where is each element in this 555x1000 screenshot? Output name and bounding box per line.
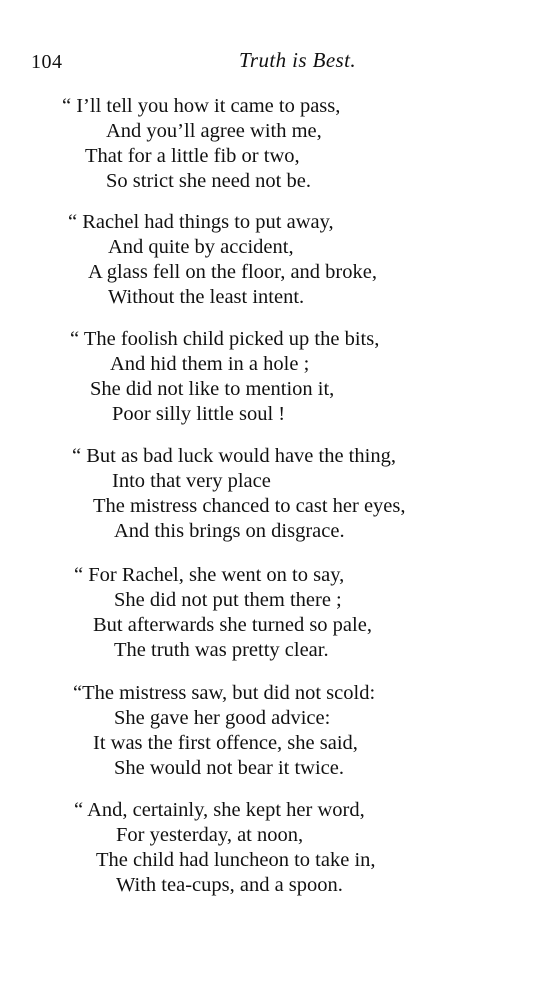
poem-line: A glass fell on the floor, and broke, bbox=[88, 261, 377, 283]
poem-line: The child had luncheon to take in, bbox=[96, 849, 376, 871]
poem-line: “The mistress saw, but did not scold: bbox=[73, 682, 376, 704]
poem-line: She did not put them there ; bbox=[114, 589, 342, 611]
poem-line: “ For Rachel, she went on to say, bbox=[74, 564, 345, 586]
poem-line: She gave her good advice: bbox=[114, 707, 331, 729]
poem-line: With tea-cups, and a spoon. bbox=[116, 874, 343, 896]
poem-line: “ The foolish child picked up the bits, bbox=[70, 328, 380, 350]
poem-line: For yesterday, at noon, bbox=[116, 824, 304, 846]
poem-line: And hid them in a hole ; bbox=[110, 353, 310, 375]
poem-line: “ And, certainly, she kept her word, bbox=[74, 799, 365, 821]
poem-line: Into that very place bbox=[112, 470, 271, 492]
poem-line: She would not bear it twice. bbox=[114, 757, 345, 779]
poem-line: It was the first offence, she said, bbox=[93, 732, 358, 754]
poem-line: But afterwards she turned so pale, bbox=[93, 614, 372, 636]
poem-line: That for a little fib or two, bbox=[85, 145, 300, 167]
poem-line: The mistress chanced to cast her eyes, bbox=[93, 495, 406, 517]
poem-line: She did not like to mention it, bbox=[90, 378, 335, 400]
poem-line: And quite by accident, bbox=[108, 236, 294, 258]
poem-line: “ I’ll tell you how it came to pass, bbox=[62, 95, 341, 117]
poem-line: The truth was pretty clear. bbox=[114, 639, 329, 661]
poem-line: And you’ll agree with me, bbox=[106, 120, 322, 142]
page-number: 104 bbox=[31, 51, 63, 73]
running-head: Truth is Best. bbox=[238, 48, 357, 72]
poem-line: Without the least intent. bbox=[108, 286, 305, 308]
poem-line: “ Rachel had things to put away, bbox=[68, 211, 334, 233]
poem-line: “ But as bad luck would have the thing, bbox=[72, 445, 396, 467]
poem-line: And this brings on disgrace. bbox=[114, 520, 345, 542]
poem-line: So strict she need not be. bbox=[106, 170, 311, 192]
poem-line: Poor silly little soul ! bbox=[112, 403, 286, 425]
